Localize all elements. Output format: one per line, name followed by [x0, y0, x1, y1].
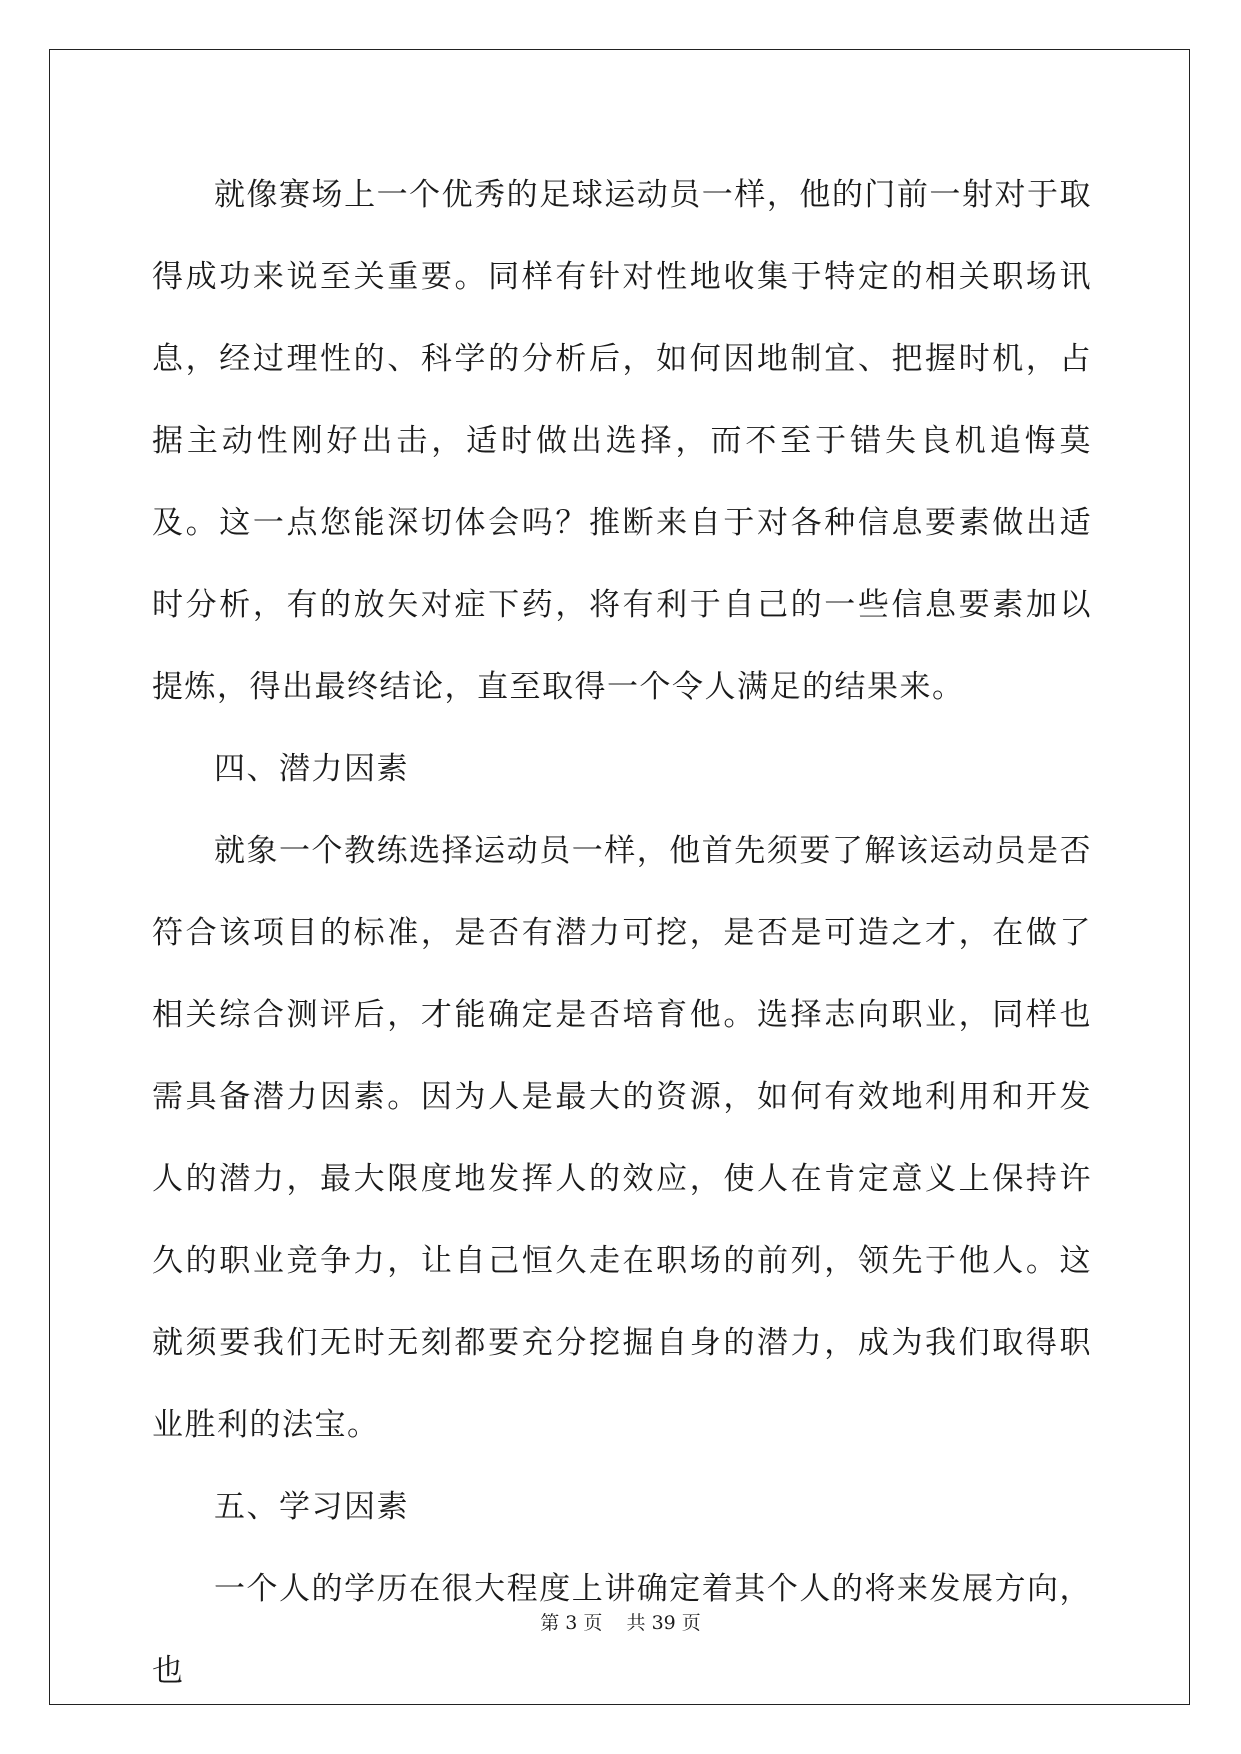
- paragraph-decision-making: 就像赛场上一个优秀的足球运动员一样，他的门前一射对于取得成功来说至关重要。同样有针对性地收集于特定的相关职场讯息，经过理性的、科学的分析后，如何因地制宜、把握时机，占据主动性刚好出击，适时做出选择，而不至于错失良机追悔莫及。这一点您能深切体会吗？推断来自于对各种信息要素做出适时分析，有的放矢对症下药，将有利于自己的一些信息要素加以提炼，得出最终结论，直至取得一个令人满足的结果来。: [152, 177, 1092, 705]
- paragraph-learning: 一个人的学历在很大程度上讲确定着其个人的将来发展方向，也: [152, 1571, 1092, 1689]
- document-body: [152, 154, 1092, 1712]
- paragraph-potential: 就象一个教练选择运动员一样，他首先须要了解该运动员是否符合该项目的标准，是否有潜力可挖，是否是可造之才，在做了相关综合测评后，才能确定是否培育他。选择志向职业，同样也需具备潜力因素。因为人是最大的资源，如何有效地利用和开发人的潜力，最大限度地发挥人的效应，使人在肯定意义上保持许久的职业竞争力，让自己恒久走在职场的前列，领先于他人。这就须要我们无时无刻都要充分挖掘自身的潜力，成为我们取得职业胜利的法宝。: [152, 833, 1092, 1443]
- page-number-footer: 第 3 页 共 39 页: [540, 1612, 701, 1634]
- section-heading-potential: 四、潜力因素: [214, 751, 409, 787]
- section-heading-learning: 五、学习因素: [214, 1489, 409, 1525]
